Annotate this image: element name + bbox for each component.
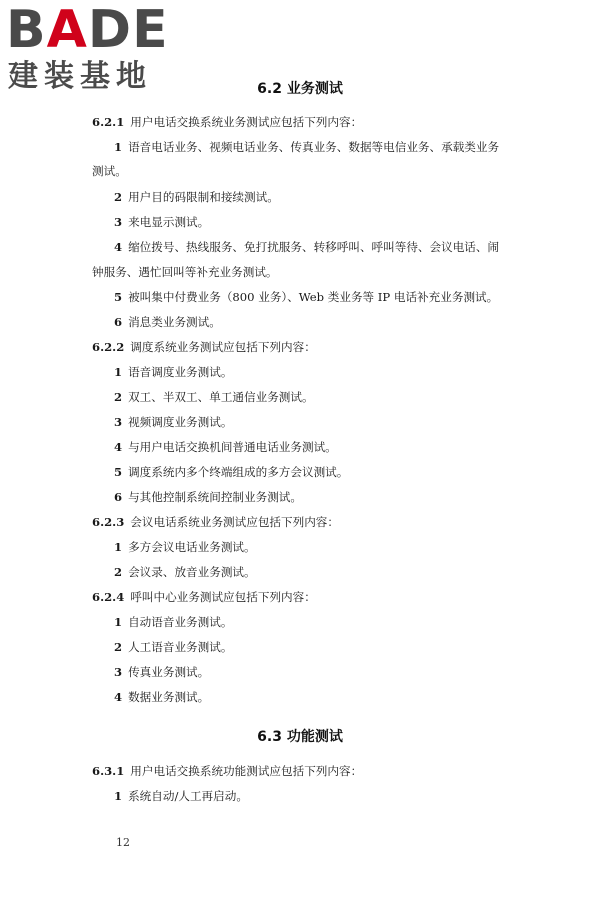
item-number: 6 [114,315,123,329]
item-text: 数据业务测试。 [128,690,210,704]
list-item [114,439,337,455]
list-item [114,539,256,555]
list-item [114,189,279,205]
item-text: 来电显示测试。 [128,215,210,229]
item-number: 1 [114,365,123,379]
item-number: 3 [114,665,123,679]
item-text: 多方会议电话业务测试。 [128,540,256,554]
logo-letter-e: E [132,0,169,60]
list-item [114,214,209,230]
clause-text: 用户电话交换系统业务测试应包括下列内容： [130,115,363,129]
list-item [114,614,232,630]
item-number: 2 [114,190,123,204]
list-item [114,464,348,480]
page-number: 12 [116,836,130,849]
clause-number: 6.2.4 [92,590,125,604]
item-text: 人工语音业务测试。 [128,640,233,654]
item-text: 缩位拨号、热线服务、免打扰服务、转移呼叫、呼叫等待、会议电话、闹 [128,240,500,254]
item-number: 3 [114,415,123,429]
section-title-6-3: 6.3 功能测试 [257,729,343,745]
item-number: 1 [114,540,123,554]
clause-6-2-3 [92,514,339,530]
logo-subtitle: 建装基地 [8,59,152,94]
item-text: 语音电话业务、视频电话业务、传真业务、数据等电信业务、承载类业务 [128,140,500,154]
list-item [114,239,499,255]
list-item [114,564,256,580]
list-item [114,364,232,380]
item-text: 传真业务测试。 [128,665,210,679]
list-item-continuation: 测试。 [92,164,127,178]
item-number: 2 [114,390,123,404]
item-text: 会议录、放音业务测试。 [128,565,256,579]
list-item [114,414,232,430]
logo-letter-d: D [87,0,133,60]
list-item [114,788,248,804]
item-number: 6 [114,490,123,504]
list-item [114,489,302,505]
item-text: 自动语音业务测试。 [128,615,233,629]
section-title-6-2: 6.2 业务测试 [257,81,343,97]
clause-number: 6.2.2 [92,340,125,354]
clause-6-2-4 [92,589,316,605]
clause-text: 会议电话系统业务测试应包括下列内容： [130,515,339,529]
list-item [114,639,232,655]
list-item [114,389,314,405]
item-number: 4 [114,440,123,454]
clause-number: 6.3.1 [92,764,125,778]
clause-number: 6.2.1 [92,115,125,129]
item-text: 双工、半双工、单工通信业务测试。 [128,390,314,404]
clause-number: 6.2.3 [92,515,125,529]
list-item [114,289,498,305]
clause-text: 呼叫中心业务测试应包括下列内容： [130,590,316,604]
item-number: 1 [114,615,123,629]
list-item [114,689,209,705]
list-item [114,314,221,330]
item-text: 视频调度业务测试。 [128,415,233,429]
item-text: 用户目的码限制和接续测试。 [128,190,279,204]
logo-letter-b: B [6,0,47,60]
item-number: 5 [114,290,123,304]
clause-6-3-1 [92,763,362,779]
item-number: 1 [114,789,123,803]
clause-text: 用户电话交换系统功能测试应包括下列内容： [130,764,363,778]
clause-6-2-2 [92,339,316,355]
list-item [114,139,499,155]
item-number: 2 [114,565,123,579]
item-number: 3 [114,215,123,229]
logo-letter-a: A [46,0,88,60]
item-number: 2 [114,640,123,654]
clause-6-2-1 [92,114,362,130]
item-text: 被叫集中付费业务（800 业务）、Web 类业务等 IP 电话补充业务测试。 [128,290,499,304]
item-number: 1 [114,140,123,154]
item-text: 语音调度业务测试。 [128,365,233,379]
item-number: 4 [114,690,123,704]
item-text: 系统自动/人工再启动。 [128,789,248,803]
item-text: 与用户电话交换机间普通电话业务测试。 [128,440,337,454]
item-number: 4 [114,240,123,254]
item-text: 消息类业务测试。 [128,315,221,329]
item-text: 调度系统内多个终端组成的多方会议测试。 [128,465,349,479]
item-text: 与其他控制系统间控制业务测试。 [128,490,302,504]
item-number: 5 [114,465,123,479]
list-item-continuation: 钟服务、遇忙回叫等补充业务测试。 [92,265,278,279]
clause-text: 调度系统业务测试应包括下列内容： [130,340,316,354]
list-item [114,664,209,680]
